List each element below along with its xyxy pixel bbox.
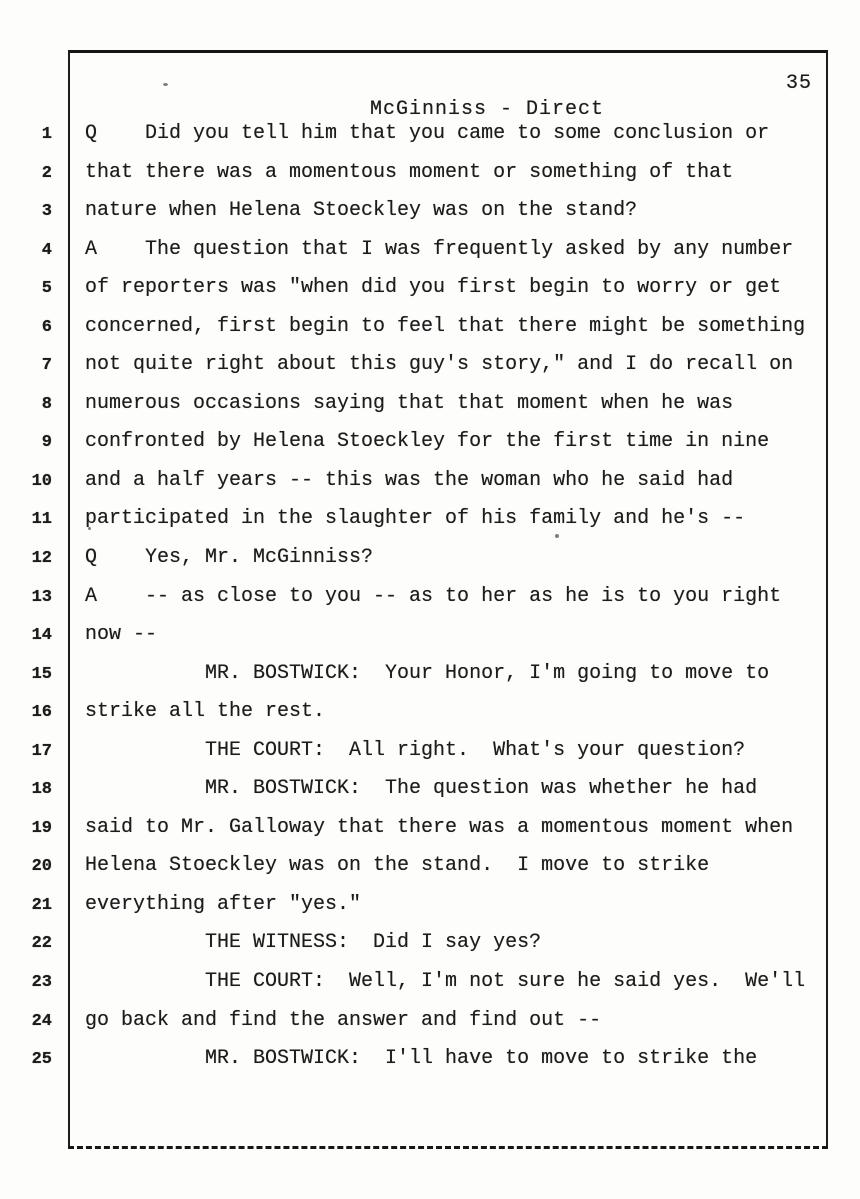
page-title: McGinniss - Direct xyxy=(369,98,605,121)
line-text: that there was a momentous moment or something of that xyxy=(85,160,734,184)
transcript-line xyxy=(0,1002,860,1041)
line-number: 4 xyxy=(41,240,52,260)
line-number: 13 xyxy=(31,587,52,607)
line-number: 19 xyxy=(31,818,52,838)
line-text: THE COURT: All right. What's your question? xyxy=(85,738,746,762)
page-number: 35 xyxy=(785,72,812,95)
transcript-line xyxy=(0,539,860,578)
line-number: 2 xyxy=(41,163,52,183)
transcript-line xyxy=(0,732,860,771)
line-number: 16 xyxy=(31,703,52,723)
line-number: 22 xyxy=(31,934,52,954)
transcript-line xyxy=(0,346,860,385)
transcript-line xyxy=(0,963,860,1002)
line-text: Helena Stoeckley was on the stand. I move to strike xyxy=(85,854,710,878)
transcript-line xyxy=(0,231,860,270)
line-text: said to Mr. Galloway that there was a momentous moment when xyxy=(85,815,794,839)
transcript-line xyxy=(0,154,860,193)
line-text: participated in the slaughter of his family and he's -- xyxy=(85,507,746,531)
line-text: MR. BOSTWICK: I'll have to move to strike the xyxy=(85,1047,758,1071)
line-number: 24 xyxy=(31,1011,52,1031)
line-number: 9 xyxy=(41,433,52,453)
line-text: THE COURT: Well, I'm not sure he said yes. We'll xyxy=(85,970,806,994)
transcript-line xyxy=(0,269,860,308)
line-text: not quite right about this guy's story," and I do recall on xyxy=(85,353,794,377)
line-text: now -- xyxy=(85,623,158,647)
line-text: concerned, first begin to feel that there might be something xyxy=(85,314,806,338)
transcript-line xyxy=(0,809,860,848)
transcript-line xyxy=(0,192,860,231)
line-number: 23 xyxy=(31,973,52,993)
line-text: numerous occasions saying that that moment when he was xyxy=(85,391,734,415)
transcript-line xyxy=(0,308,860,347)
line-text: THE WITNESS: Did I say yes? xyxy=(85,931,542,955)
page-header xyxy=(70,71,826,121)
line-text: A -- as close to you -- as to her as he is to you right xyxy=(85,584,782,608)
transcript-line xyxy=(0,578,860,617)
transcript-line xyxy=(0,693,860,732)
transcript-line xyxy=(0,462,860,501)
line-number: 17 xyxy=(31,741,52,761)
line-text: MR. BOSTWICK: The question was whether he had xyxy=(85,777,758,801)
line-text: of reporters was "when did you first begin to worry or get xyxy=(85,276,782,300)
transcript-line xyxy=(0,1040,860,1079)
transcript-line xyxy=(0,655,860,694)
line-text: nature when Helena Stoeckley was on the stand? xyxy=(85,199,638,223)
line-text: go back and find the answer and find out -- xyxy=(85,1008,602,1032)
transcript-line xyxy=(0,423,860,462)
line-text: Q Did you tell him that you came to some conclusion or xyxy=(85,122,770,145)
line-text: Q Yes, Mr. McGinniss? xyxy=(85,546,374,570)
line-number: 8 xyxy=(41,394,52,414)
transcript-line xyxy=(0,500,860,539)
line-number: 11 xyxy=(31,510,52,530)
line-number: 18 xyxy=(31,780,52,800)
transcript-line xyxy=(0,616,860,655)
line-number: 5 xyxy=(41,279,52,299)
line-number: 7 xyxy=(41,356,52,376)
line-text: A The question that I was frequently asked by any number xyxy=(85,237,794,261)
line-number: 14 xyxy=(31,626,52,646)
line-number: 21 xyxy=(31,895,52,915)
transcript-lines xyxy=(0,115,860,1079)
line-number: 12 xyxy=(31,549,52,569)
line-text: and a half years -- this was the woman who he said had xyxy=(85,468,734,492)
line-number: 15 xyxy=(31,664,52,684)
line-text: everything after "yes." xyxy=(85,892,362,916)
line-number: 1 xyxy=(41,125,52,144)
transcript-line xyxy=(0,886,860,925)
line-text: confronted by Helena Stoeckley for the first time in nine xyxy=(85,430,770,454)
transcript-line xyxy=(0,924,860,963)
transcript-line xyxy=(0,770,860,809)
transcript-line xyxy=(0,115,860,154)
line-number: 20 xyxy=(31,857,52,877)
transcript-line xyxy=(0,385,860,424)
line-text: strike all the rest. xyxy=(85,700,326,724)
transcript-line xyxy=(0,847,860,886)
line-number: 25 xyxy=(31,1050,52,1070)
line-number: 3 xyxy=(41,202,52,222)
line-text: MR. BOSTWICK: Your Honor, I'm going to move to xyxy=(85,661,770,685)
line-number: 6 xyxy=(41,317,52,337)
line-number: 10 xyxy=(31,471,52,491)
